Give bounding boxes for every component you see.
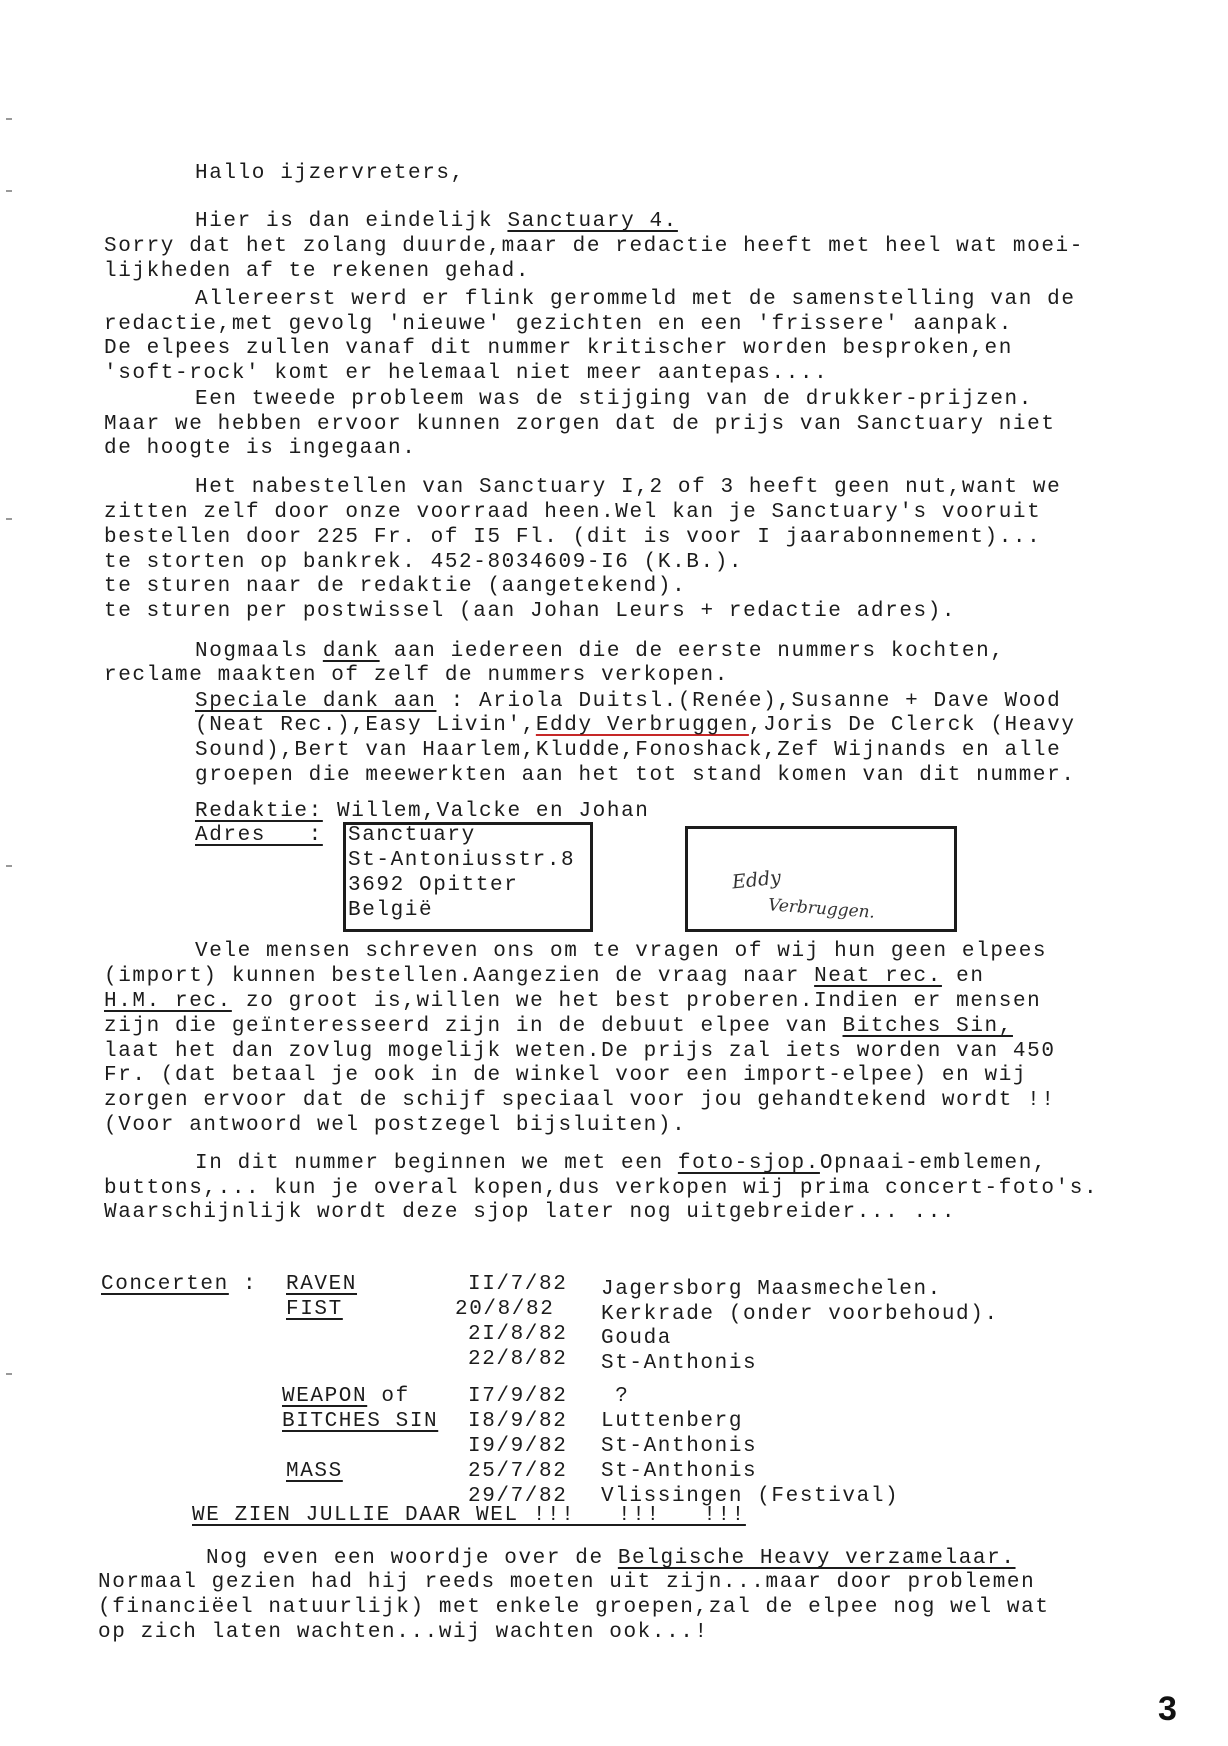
concert-date: 29/7/82 [468, 1485, 568, 1508]
import-line: Vele mensen schreven ons om te vragen of wij hun geen elpees [195, 940, 1048, 963]
concert-venue: Jagersborg Maasmechelen. [601, 1278, 942, 1301]
compilation-title: Belgische Heavy verzamelaar. [617, 1547, 1016, 1570]
foto-line [195, 1152, 1047, 1176]
band-fist: FIST [286, 1298, 343, 1321]
concert-venue: St-Anthonis [601, 1435, 758, 1458]
concerts-label-text: Concerten [101, 1273, 229, 1296]
concert-venue: St-Anthonis [601, 1460, 758, 1483]
concert-venue: Luttenberg [601, 1410, 744, 1433]
intro-line: de hoogte is ingegaan. [104, 437, 417, 460]
thanks-text: (Neat Rec.),Easy Livin', [195, 714, 536, 737]
band-bitches-sin: BITCHES SIN [282, 1410, 439, 1433]
redaktie-line [195, 800, 649, 824]
intro-line: Maar we hebben ervoor kunnen zorgen dat de prijs van Sanctuary niet [104, 413, 1056, 436]
thanks-line: reclame maakten of zelf de nummers verkopen. [104, 664, 729, 687]
adres-label-text: Adres : [195, 824, 323, 847]
intro-line: Een tweede probleem was de stijging van de drukker-prijzen. [195, 388, 1033, 411]
margin-mark [6, 1373, 12, 1375]
intro-line: De elpees zullen vanaf dit nummer kritischer worden besproken,en [104, 337, 1013, 360]
thanks-line: groepen die meewerkten aan het tot stand komen van dit nummer. [195, 764, 1076, 787]
concert-venue: Kerkrade (onder voorbehoud). [601, 1303, 999, 1326]
import-line: laat het dan zovlug mogelijk weten.De prijs zal iets worden van 450 [104, 1040, 1056, 1063]
order-line: zitten zelf door onze voorraad heen.Wel kan je Sanctuary's vooruit [104, 501, 1042, 524]
concert-venue: Gouda [601, 1327, 673, 1350]
red-underlined-name: Eddy Verbruggen [535, 714, 749, 737]
foto-line: buttons,... kun je overal kopen,dus verkopen wij prima concert-foto's. [104, 1177, 1099, 1200]
intro-line: Allereerst werd er flink gerommeld met de samenstelling van de [195, 288, 1076, 311]
intro-text: Hier is dan eindelijk [195, 210, 508, 233]
address-box [343, 822, 593, 932]
closing-text: Nog even een woordje over de [206, 1547, 618, 1570]
intro-line: Sorry dat het zolang duurde,maar de redactie heeft met heel wat moei- [104, 235, 1084, 258]
band-name [286, 1460, 343, 1484]
issue-title: Sanctuary 4. [507, 210, 678, 233]
import-text: en [941, 965, 985, 988]
margin-mark [6, 518, 12, 520]
import-line: Fr. (dat betaal je ook in de winkel voor een import-elpee) en wij [104, 1064, 1028, 1087]
import-text: zo groot is,willen we het best proberen.Indien er mensen [231, 990, 1042, 1013]
concerts-closing [192, 1504, 746, 1528]
signature-box [685, 826, 957, 932]
thanks-text: aan iedereen die de eerste nummers kochten, [379, 640, 1005, 663]
concert-date: 25/7/82 [468, 1460, 568, 1483]
page-number: 3 [1158, 1690, 1177, 1728]
order-line: Het nabestellen van Sanctuary I,2 of 3 heeft geen nut,want we [195, 476, 1062, 499]
intro-line: 'soft-rock' komt er helemaal niet meer aantepas.... [104, 362, 829, 385]
intro-line [195, 210, 678, 234]
import-text: (import) kunnen bestellen.Aangezien de vraag naar [104, 965, 815, 988]
address-line: St-Antoniusstr.8 [348, 849, 576, 872]
import-line [104, 1015, 1013, 1039]
handwritten-name: Verbruggen. [767, 895, 876, 923]
concert-venue: Vlissingen (Festival) [601, 1485, 900, 1508]
thanks-line [195, 690, 1061, 714]
handwritten-name: Eddy [730, 866, 782, 894]
concert-venue: St-Anthonis [601, 1352, 758, 1375]
closing-line: Normaal gezien had hij reeds moeten uit zijn...maar door problemen [98, 1571, 1036, 1594]
order-line: te sturen per postwissel (aan Johan Leurs + redactie adres). [104, 600, 957, 623]
thanks-text: : Ariola Duitsl.(Renée),Susanne + Dave Wood [436, 690, 1062, 713]
band-weapon: WEAPON [282, 1385, 368, 1408]
band-suffix: of [367, 1385, 410, 1408]
closing-line: op zich laten wachten...wij wachten ook...! [98, 1621, 709, 1644]
closing-line: (financiëel natuurlijk) met enkele groepen,zal de elpee nog wel wat [98, 1596, 1050, 1619]
concert-date: 22/8/82 [468, 1348, 568, 1371]
order-line: bestellen door 225 Fr. of I5 Fl. (dit is voor I jaarabonnement)... [104, 526, 1042, 549]
foto-text: In dit nummer beginnen we met een [195, 1152, 678, 1175]
concerts-closing-text: WE ZIEN JULLIE DAAR WEL !!! !!! !!! [192, 1504, 746, 1527]
intro-line: redactie,met gevolg 'nieuwe' gezichten en een 'frissere' aanpak. [104, 313, 1013, 336]
margin-mark [6, 190, 12, 192]
band-mass: MASS [286, 1460, 343, 1483]
concert-date: I7/9/82 [468, 1385, 568, 1408]
greeting: Hallo ijzervreters, [195, 162, 465, 185]
concert-date: I9/9/82 [468, 1435, 568, 1458]
adres-label [195, 824, 323, 848]
thanks-text: ,Joris De Clerck (Heavy [748, 714, 1076, 737]
band-name [286, 1273, 357, 1297]
band-name [282, 1410, 438, 1434]
import-underlined: H.M. rec. [104, 990, 232, 1013]
import-line: (Voor antwoord wel postzegel bijsluiten). [104, 1114, 687, 1137]
concert-date: 20/8/82 [455, 1298, 555, 1321]
thanks-line [195, 640, 1005, 664]
address-line: Sanctuary [348, 824, 476, 847]
concert-venue: ? [601, 1385, 630, 1408]
closing-line [206, 1547, 1016, 1571]
foto-sjop-link: foto-sjop. [677, 1152, 820, 1175]
special-thanks-label: Speciale dank aan [195, 690, 437, 713]
order-line: te storten op bankrek. 452-8034609-I6 (K.B.). [104, 551, 744, 574]
import-underlined: Neat rec. [814, 965, 942, 988]
foto-text: Opnaai-emblemen, [819, 1152, 1048, 1175]
band-name [282, 1385, 410, 1409]
foto-line: Waarschijnlijk wordt deze sjop later nog uitgebreider... ... [104, 1201, 957, 1224]
band-raven: RAVEN [286, 1273, 358, 1296]
thanks-line: Sound),Bert van Haarlem,Kludde,Fonoshack,Zef Wijnands en alle [195, 739, 1062, 762]
margin-mark [6, 118, 12, 120]
concert-date: I8/9/82 [468, 1410, 568, 1433]
import-line: zorgen ervoor dat de schijf speciaal voor jou gehandtekend wordt !! [104, 1089, 1056, 1112]
import-line [104, 965, 985, 989]
concert-date: II/7/82 [468, 1273, 568, 1296]
address-line: 3692 Opitter [348, 874, 519, 897]
intro-line: lijkheden af te rekenen gehad. [104, 260, 531, 283]
margin-mark [6, 865, 12, 867]
thanks-text: Nogmaals [195, 640, 323, 663]
import-underlined: Bitches Sin, [842, 1015, 1013, 1038]
concert-date: 2I/8/82 [468, 1323, 568, 1346]
redaktie-label: Redaktie: [195, 800, 323, 823]
import-text: zijn die geïnteresseerd zijn in de debuut elpee van [104, 1015, 843, 1038]
band-name [286, 1298, 343, 1322]
thanks-underlined: dank [322, 640, 380, 663]
concerts-colon: : [243, 1273, 258, 1296]
redaktie-value: Willem,Valcke en Johan [322, 800, 650, 823]
import-line [104, 990, 1041, 1014]
address-line: België [348, 899, 434, 922]
thanks-line [195, 714, 1076, 738]
order-line: te sturen naar de redaktie (aangetekend). [104, 575, 687, 598]
concerts-label [101, 1273, 257, 1297]
